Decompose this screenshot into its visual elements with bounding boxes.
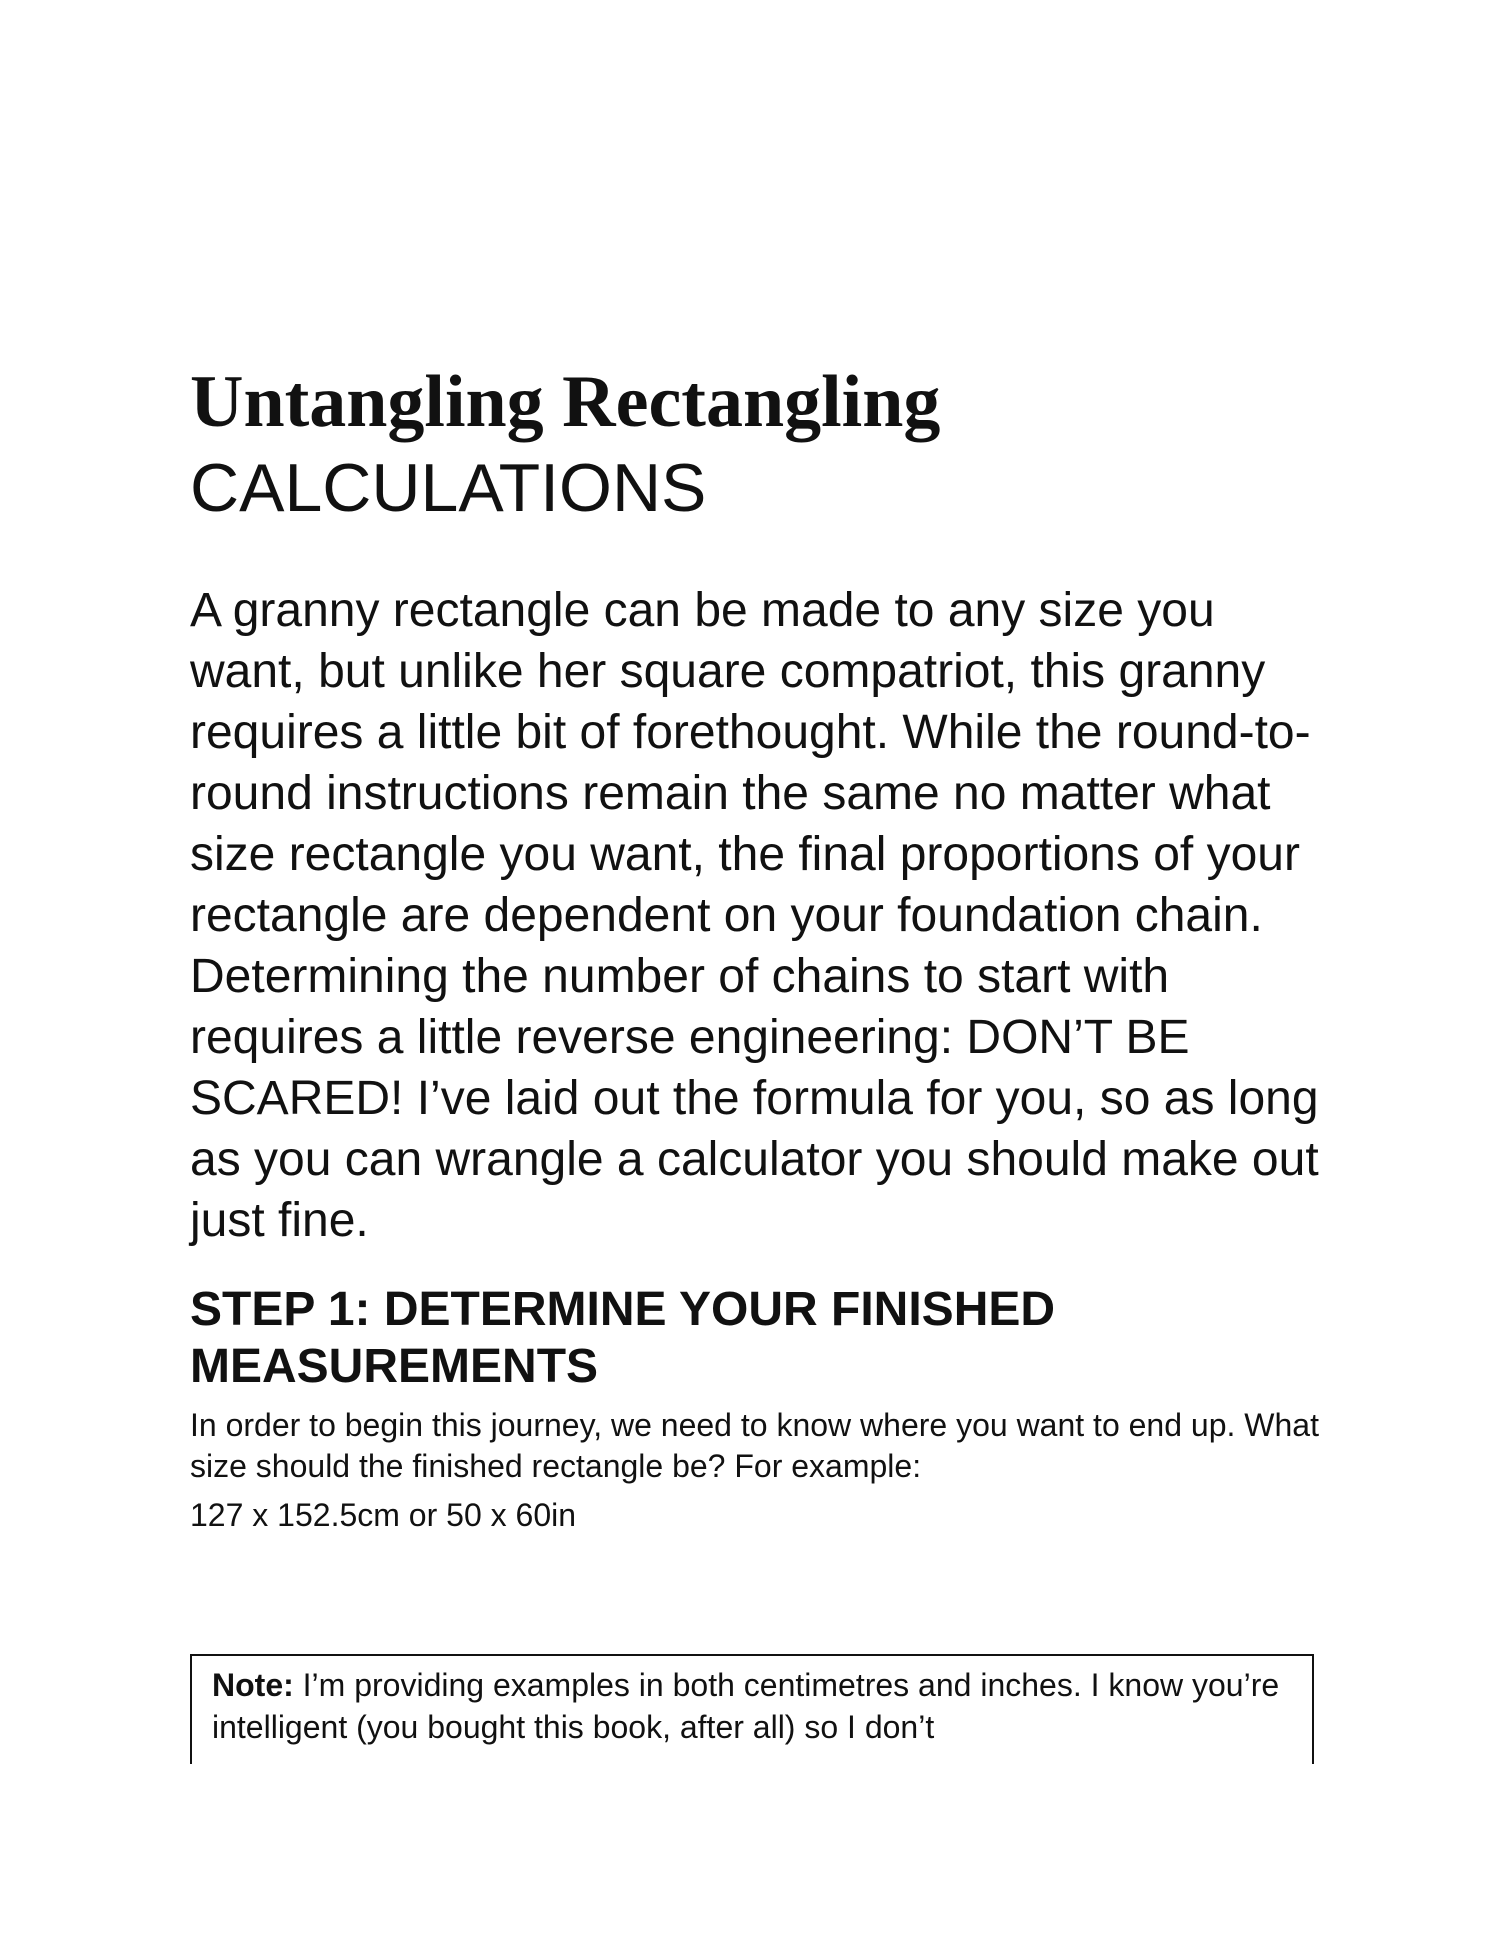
step-1-heading — [190, 1281, 1320, 1395]
step-1-body: In order to begin this journey, we need to know where you want to end up. What size should the finished rectangle be? For example: — [190, 1407, 1319, 1484]
step-1-example: 127 x 152.5cm or 50 x 60in — [190, 1497, 577, 1533]
step-1-heading-line-2: MEASUREMENTS — [190, 1340, 599, 1393]
section-subtitle: CALCULATIONS — [190, 450, 707, 526]
note-text: I’m providing examples in both centimetres and inches. I know you’re intelligent (you bought this book, after all) so I don’t — [212, 1667, 1280, 1745]
intro-paragraph: A granny rectangle can be made to any size you want, but unlike her square compatriot, this granny requires a little bit of forethought. While the round-to-round instructions remain the same no matter what size rectangle you want, the final proportions of your rectangle are dependent on your foundation chain. Determining the number of chains to start with requires a little reverse engineering: DON’T BE SCARED! I’ve laid out the formula for you, so as long as you can wrangle a calculator you should make out just fine. — [190, 584, 1319, 1247]
page-content — [190, 360, 1320, 1536]
step-1-heading-line-1: STEP 1: DETERMINE YOUR FINISHED — [190, 1283, 1056, 1336]
note-label: Note: — [212, 1667, 294, 1703]
page-title: Untangling Rectangling — [190, 361, 941, 443]
note-box — [190, 1654, 1314, 1764]
